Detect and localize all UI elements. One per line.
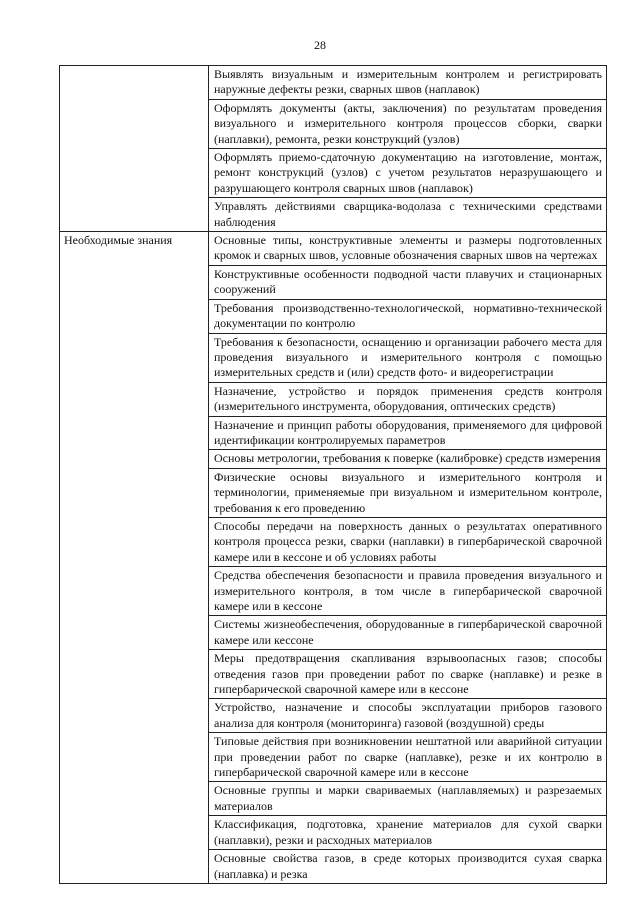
row-text: Выявлять визуальным и измерительным контролем и регистрировать наружные дефекты резки, сварных швов (наплавок) <box>209 66 607 100</box>
row-text: Основы метрологии, требования к поверке (калибровке) средств измерения <box>209 450 607 468</box>
row-text: Типовые действия при возникновении нештатной или аварийной ситуации при проведении работ по сварке (наплавке), резке и их контролю в гипербарической сварочной камере или в кессоне <box>209 733 607 782</box>
competency-table <box>59 65 607 884</box>
row-text: Меры предотвращения скапливания взрывоопасных газов; способы отведения газов при проведении работ по сварке (наплавке) и резке в гипербарической сварочной камере или в кессоне <box>209 650 607 699</box>
row-text: Физические основы визуального и измерительного контроля и терминологии, применяемые при визуальном и измерительном контроле, требования к его проведению <box>209 468 607 517</box>
row-text: Основные группы и марки свариваемых (наплавляемых) и разрезаемых материалов <box>209 782 607 816</box>
row-text: Основные типы, конструктивные элементы и размеры подготовленных кромок и сварных швов, условные обозначения сварных швов на чертежах <box>209 232 607 266</box>
row-text: Требования производственно-технологической, нормативно-технической документации по контролю <box>209 299 607 333</box>
row-text: Назначение и принцип работы оборудования, применяемого для цифровой идентификации контролируемых параметров <box>209 416 607 450</box>
row-text: Средства обеспечения безопасности и правила проведения визуального и измерительного контроля, в том числе в гипербарической сварочной камере или в кессоне <box>209 567 607 616</box>
row-text: Требования к безопасности, оснащению и организации рабочего места для проведения визуального и измерительного контроля с помощью измерительных средств и (или) средств фото- и видеорегистрации <box>209 333 607 382</box>
row-text: Системы жизнеобеспечения, оборудованные в гипербарической сварочной камере или кессоне <box>209 616 607 650</box>
row-text: Управлять действиями сварщика-водолаза с техническими средствами наблюдения <box>209 198 607 232</box>
row-text: Конструктивные особенности подводной части плавучих и стационарных сооружений <box>209 265 607 299</box>
table-row <box>60 232 607 266</box>
row-text: Классификация, подготовка, хранение материалов для сухой сварки (наплавки), резки и расходных материалов <box>209 816 607 850</box>
row-category-label <box>60 66 209 232</box>
row-text: Устройство, назначение и способы эксплуатации приборов газового анализа для контроля (мониторинга) газовой (воздушной) среды <box>209 699 607 733</box>
row-category-label: Необходимые знания <box>60 232 209 884</box>
row-text: Основные свойства газов, в среде которых производится сухая сварка (наплавка) и резка <box>209 850 607 884</box>
row-text: Оформлять документы (акты, заключения) по результатам проведения визуального и измерительного контроля процессов сборки, сварки (наплавки), ремонта, резки конструкций (узлов) <box>209 99 607 148</box>
page-number: 28 <box>314 38 326 52</box>
row-text: Способы передачи на поверхность данных о результатах оперативного контроля процесса резки, сварки (наплавки) в гипербарической сварочной камере или в кессоне и об условиях работы <box>209 517 607 566</box>
row-text: Назначение, устройство и порядок применения средств контроля (измерительного инструмента, оборудования, оптических средств) <box>209 382 607 416</box>
table-row <box>60 66 607 100</box>
table-body <box>60 66 607 884</box>
row-text: Оформлять приемо-сдаточную документацию на изготовление, монтаж, ремонт конструкций (узлов) с учетом результатов неразрушающего и разрушающего контроля сварных швов (наплавок) <box>209 149 607 198</box>
